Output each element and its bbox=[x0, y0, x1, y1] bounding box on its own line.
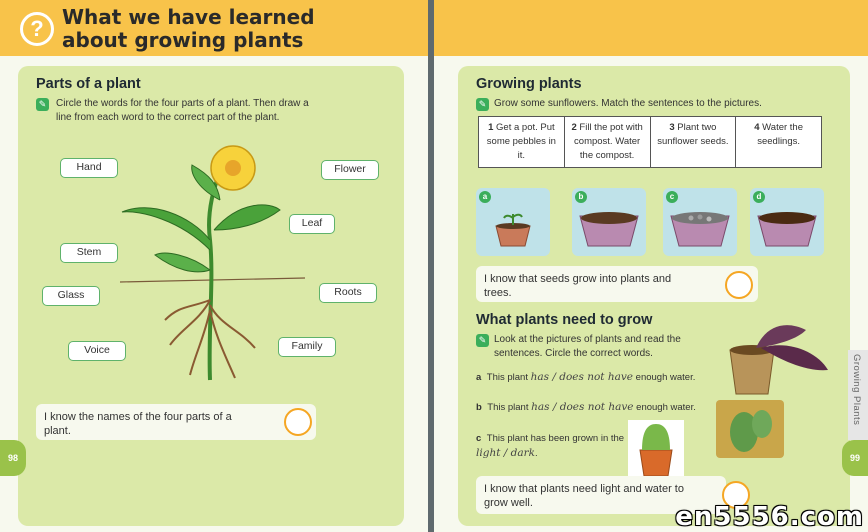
know-box-parts bbox=[36, 404, 316, 440]
step-2-text: Fill the pot with compost. Water the compost. bbox=[574, 122, 643, 161]
question-icon: ? bbox=[20, 12, 54, 46]
section-title-parts: Parts of a plant bbox=[36, 76, 141, 92]
pot-seedling-icon bbox=[488, 208, 538, 248]
left-page bbox=[0, 0, 428, 532]
know-check-circle-seeds[interactable] bbox=[725, 271, 753, 299]
page-header bbox=[0, 0, 428, 56]
page-number-right: 99 bbox=[842, 440, 868, 476]
chapter-side-tab-label: Growing Plants bbox=[851, 354, 862, 426]
sentence-c-options[interactable]: light / dark bbox=[476, 447, 535, 459]
step-2 bbox=[565, 117, 651, 167]
page-title bbox=[62, 6, 362, 52]
word-hand[interactable]: Hand bbox=[60, 158, 118, 178]
word-roots[interactable]: Roots bbox=[319, 283, 377, 303]
step-2-num: 2 bbox=[571, 122, 577, 133]
sentence-c-after: . bbox=[535, 448, 538, 459]
word-stem[interactable]: Stem bbox=[60, 243, 118, 263]
sentence-c-before: This plant has been grown in the bbox=[486, 433, 625, 444]
sentence-a-options[interactable]: has / does not have bbox=[530, 371, 634, 383]
watermark: en5556.com bbox=[675, 502, 864, 532]
pale-seedlings-photo bbox=[628, 420, 684, 478]
right-page bbox=[434, 0, 868, 532]
dry-plant-photo bbox=[716, 320, 834, 398]
picture-a-label: a bbox=[479, 191, 491, 203]
picture-c-label: c bbox=[666, 191, 678, 203]
pot-compost-icon bbox=[576, 206, 642, 248]
sentence-b-after: enough water. bbox=[636, 402, 696, 413]
steps-table bbox=[478, 116, 822, 168]
word-flower[interactable]: Flower bbox=[321, 160, 379, 180]
section-title-needs: What plants need to grow bbox=[476, 312, 653, 328]
page-number-left: 98 bbox=[0, 440, 26, 476]
step-4-num: 4 bbox=[754, 122, 760, 133]
title-line-2: about growing plants bbox=[62, 28, 304, 52]
sentence-a-letter: a bbox=[476, 372, 482, 383]
chapter-side-tab bbox=[848, 350, 868, 440]
picture-d-label: d bbox=[753, 191, 765, 203]
picture-a[interactable] bbox=[476, 188, 550, 256]
picture-b[interactable] bbox=[572, 188, 646, 256]
sentence-a-after: enough water. bbox=[635, 372, 696, 383]
step-1 bbox=[479, 117, 565, 167]
sentence-c-letter: c bbox=[476, 433, 482, 444]
instruction-parts: Circle the words for the four parts of a plant. Then draw a line from each word to the correct part of the plant. bbox=[56, 98, 309, 123]
know-text-parts: I know the names of the four parts of a plant. bbox=[44, 411, 232, 437]
step-4 bbox=[736, 117, 821, 167]
picture-c[interactable] bbox=[663, 188, 737, 256]
step-3 bbox=[651, 117, 737, 167]
instruction-growing: Grow some sunflowers. Match the sentences to the pictures. bbox=[494, 98, 762, 109]
step-4-text: Water the seedlings. bbox=[757, 122, 804, 147]
step-1-text: Get a pot. Put some pebbles in it. bbox=[486, 122, 556, 161]
cactus-photo bbox=[716, 400, 784, 458]
section-title-growing: Growing plants bbox=[476, 76, 582, 92]
pencil-icon: ✎ bbox=[476, 98, 489, 111]
know-box-seeds bbox=[476, 266, 758, 302]
picture-d[interactable] bbox=[750, 188, 824, 256]
pencil-icon: ✎ bbox=[36, 98, 49, 111]
step-3-text: Plant two sunflower seeds. bbox=[657, 122, 729, 147]
word-glass[interactable]: Glass bbox=[42, 286, 100, 306]
sentence-b-options[interactable]: has / does not have bbox=[531, 401, 634, 413]
word-voice[interactable]: Voice bbox=[68, 341, 126, 361]
know-text-needs: I know that plants need light and water to grow well. bbox=[484, 483, 684, 509]
sentence-a-before: This plant bbox=[486, 372, 528, 383]
pot-watered-icon bbox=[754, 206, 820, 248]
know-text-seeds: I know that seeds grow into plants and trees. bbox=[484, 273, 672, 299]
sentence-b-letter: b bbox=[476, 402, 482, 413]
step-3-num: 3 bbox=[669, 122, 675, 133]
page-header-right bbox=[434, 0, 868, 56]
title-line-1: What we have learned bbox=[62, 5, 315, 29]
sentence-b-before: This plant bbox=[487, 402, 529, 413]
know-check-circle-parts[interactable] bbox=[284, 408, 312, 436]
word-family[interactable]: Family bbox=[278, 337, 336, 357]
step-1-num: 1 bbox=[488, 122, 494, 133]
picture-b-label: b bbox=[575, 191, 587, 203]
pot-pebbles-icon bbox=[667, 206, 733, 248]
word-leaf[interactable]: Leaf bbox=[289, 214, 335, 234]
pencil-icon: ✎ bbox=[476, 334, 489, 347]
sentence-c bbox=[476, 432, 626, 461]
instruction-needs: Look at the pictures of plants and read the sentences. Circle the correct words. bbox=[494, 334, 681, 359]
